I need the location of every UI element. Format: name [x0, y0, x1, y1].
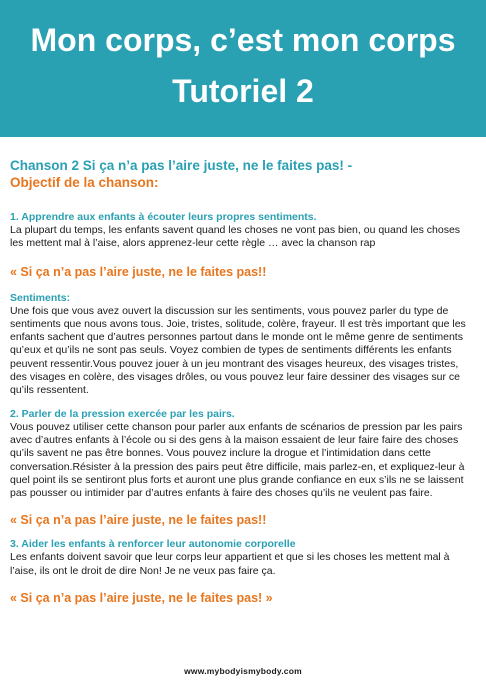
- section3-title: 3. Aider les enfants à renforcer leur autonomie corporelle: [10, 538, 296, 551]
- page-subtitle: Tutoriel 2: [172, 73, 314, 109]
- section2-title: 2. Parler de la pression exercée par les pairs.: [10, 407, 235, 420]
- document-body: [10, 157, 476, 606]
- section1-text: La plupart du temps, les enfants savent quand les choses ne vont pas bien, ou quand les choses les mettent mal à l’aise, alors apprenez-leur cette règle … avec la chanson rap: [10, 224, 461, 250]
- song-title: Chanson 2 Si ça n’a pas l’aire juste, ne le faites pas! -: [10, 158, 353, 173]
- section1-title: 1. Apprendre aux enfants à écouter leurs propres sentiments.: [10, 211, 317, 223]
- header-banner: [0, 0, 486, 137]
- section2-text: Vous pouvez utiliser cette chanson pour parler aux enfants de scénarios de pression par les pairs avec d’autres enfants à l’école ou si des gens à la maison essaient de leur faire faire des choses qu’ils savent ne pas être bonnes. Vous pouvez inclure la drogue et l’intimidation dans cette conversation.Résister à la pression des pairs peut être difficile, mais parlez-en, et expliquez-leur à quel point ils se sentiront plus forts et auront une plus grande confiance en eux s’ils ne se laissent pas pousser ou intimider par d’autres enfants à faire des choses qu’ils ne veulent pas faire.: [10, 420, 465, 500]
- quote-2: « Si ça n’a pas l’aire juste, ne le faites pas!!: [10, 513, 267, 528]
- sentiments-title: Sentiments:: [10, 291, 71, 304]
- footer-url: www.mybodyismybody.com: [184, 666, 302, 676]
- quote-3: « Si ça n’a pas l’aire juste, ne le faites pas! »: [10, 591, 273, 606]
- sentiments-text: Une fois que vous avez ouvert la discussion sur les sentiments, vous pouvez parler du type de sentiments que nous avons tous. Joie, tristes, solitude, colère, frayeur. Il est très important que les enfants sachent que d’autres personnes partout dans le monde ont le même genre de sentiments qu’eux et qu’ils ne sont pas seuls. Voyez combien de types de sentiments différents les enfants peuvent ressentir.Vous pouvez jouer à un jeu montrant des visages heureux, des visages tristes, des visages en colère, des visages drôles, ou vous pouvez leur faire dessiner des visages sur ce qu’ils ressentent.: [10, 304, 466, 397]
- objective-title: Objectif de la chanson:: [10, 175, 159, 190]
- page-title: Mon corps, c’est mon corps: [30, 22, 456, 58]
- section3-text: Les enfants doivent savoir que leur corps leur appartient et que si les choses les mettent mal à l’aise, ils ont le droit de dire Non! Je ne veux pas faire ça.: [10, 551, 450, 577]
- quote-1: « Si ça n’a pas l’aire juste, ne le faites pas!!: [10, 264, 267, 279]
